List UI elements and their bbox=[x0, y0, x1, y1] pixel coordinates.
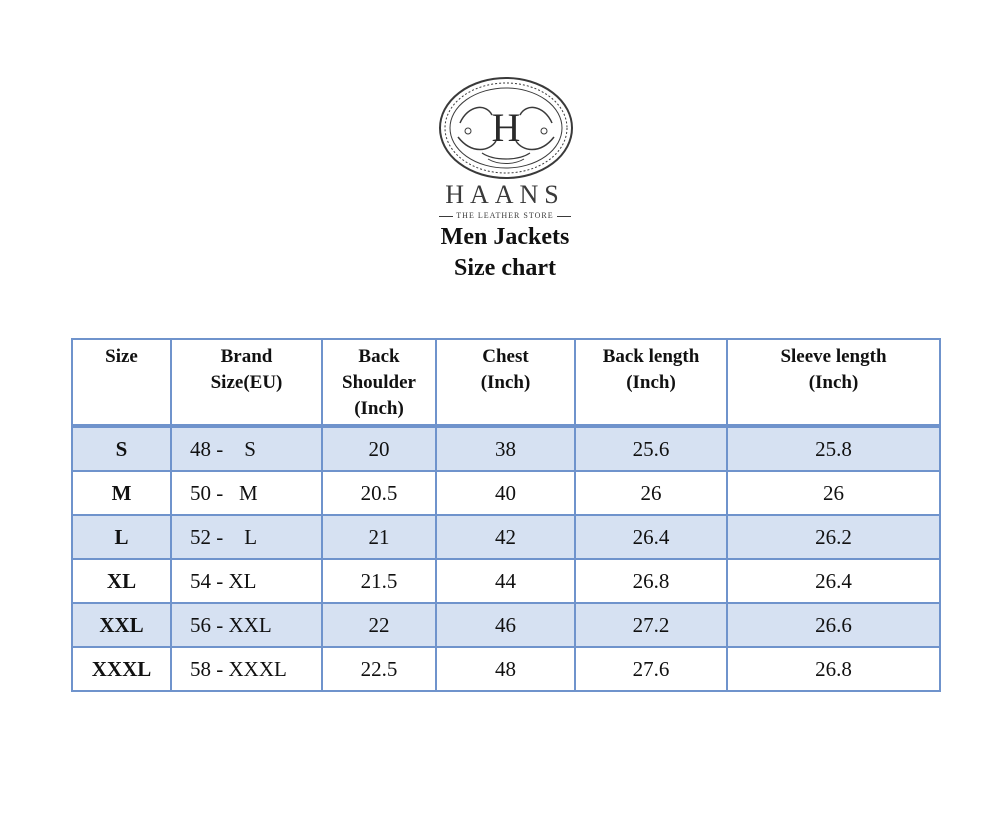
header-back-shoulder: Back Shoulder (Inch) bbox=[322, 339, 436, 426]
table-row bbox=[72, 559, 940, 603]
brand-size-cell: 50 - M bbox=[171, 471, 322, 515]
chest-cell: 40 bbox=[436, 471, 575, 515]
table-header-row bbox=[72, 339, 940, 426]
back-length-cell: 26.4 bbox=[575, 515, 727, 559]
size-cell: XXL bbox=[72, 603, 171, 647]
sleeve-length-cell: 26.6 bbox=[727, 603, 940, 647]
size-cell: XL bbox=[72, 559, 171, 603]
back-length-cell: 27.2 bbox=[575, 603, 727, 647]
brand-size-cell: 54 - XL bbox=[171, 559, 322, 603]
sleeve-length-cell: 26 bbox=[727, 471, 940, 515]
header-back-length: Back length (Inch) bbox=[575, 339, 727, 426]
back-shoulder-cell: 21.5 bbox=[322, 559, 436, 603]
sleeve-length-cell: 26.2 bbox=[727, 515, 940, 559]
header-sleeve-length: Sleeve length (Inch) bbox=[727, 339, 940, 426]
table-row bbox=[72, 647, 940, 691]
sleeve-length-cell: 25.8 bbox=[727, 426, 940, 471]
chest-cell: 38 bbox=[436, 426, 575, 471]
chest-cell: 44 bbox=[436, 559, 575, 603]
header-chest: Chest (Inch) bbox=[436, 339, 575, 426]
size-chart-table bbox=[71, 338, 941, 692]
logo-letter: H bbox=[491, 105, 521, 150]
brand-tagline: THE LEATHER STORE bbox=[400, 211, 610, 220]
back-shoulder-cell: 20 bbox=[322, 426, 436, 471]
table-row bbox=[72, 426, 940, 471]
back-length-cell: 26 bbox=[575, 471, 727, 515]
page-subtitle: Size chart bbox=[454, 255, 556, 281]
header-brand-size: Brand Size(EU) bbox=[171, 339, 322, 426]
back-shoulder-cell: 22 bbox=[322, 603, 436, 647]
chest-cell: 48 bbox=[436, 647, 575, 691]
brand-logo bbox=[438, 75, 574, 181]
page-title: Men Jackets bbox=[440, 224, 570, 250]
chest-cell: 42 bbox=[436, 515, 575, 559]
size-cell: S bbox=[72, 426, 171, 471]
back-shoulder-cell: 20.5 bbox=[322, 471, 436, 515]
table-row bbox=[72, 603, 940, 647]
back-shoulder-cell: 21 bbox=[322, 515, 436, 559]
brand-size-cell: 52 - L bbox=[171, 515, 322, 559]
size-cell: XXXL bbox=[72, 647, 171, 691]
size-cell: M bbox=[72, 471, 171, 515]
sleeve-length-cell: 26.8 bbox=[727, 647, 940, 691]
header-size: Size bbox=[72, 339, 171, 426]
back-length-cell: 25.6 bbox=[575, 426, 727, 471]
chest-cell: 46 bbox=[436, 603, 575, 647]
brand-size-cell: 48 - S bbox=[171, 426, 322, 471]
sleeve-length-cell: 26.4 bbox=[727, 559, 940, 603]
back-shoulder-cell: 22.5 bbox=[322, 647, 436, 691]
size-cell: L bbox=[72, 515, 171, 559]
table-row bbox=[72, 471, 940, 515]
back-length-cell: 27.6 bbox=[575, 647, 727, 691]
brand-size-cell: 56 - XXL bbox=[171, 603, 322, 647]
table-row bbox=[72, 515, 940, 559]
brand-name: HAANS bbox=[445, 180, 565, 209]
back-length-cell: 26.8 bbox=[575, 559, 727, 603]
brand-size-cell: 58 - XXXL bbox=[171, 647, 322, 691]
